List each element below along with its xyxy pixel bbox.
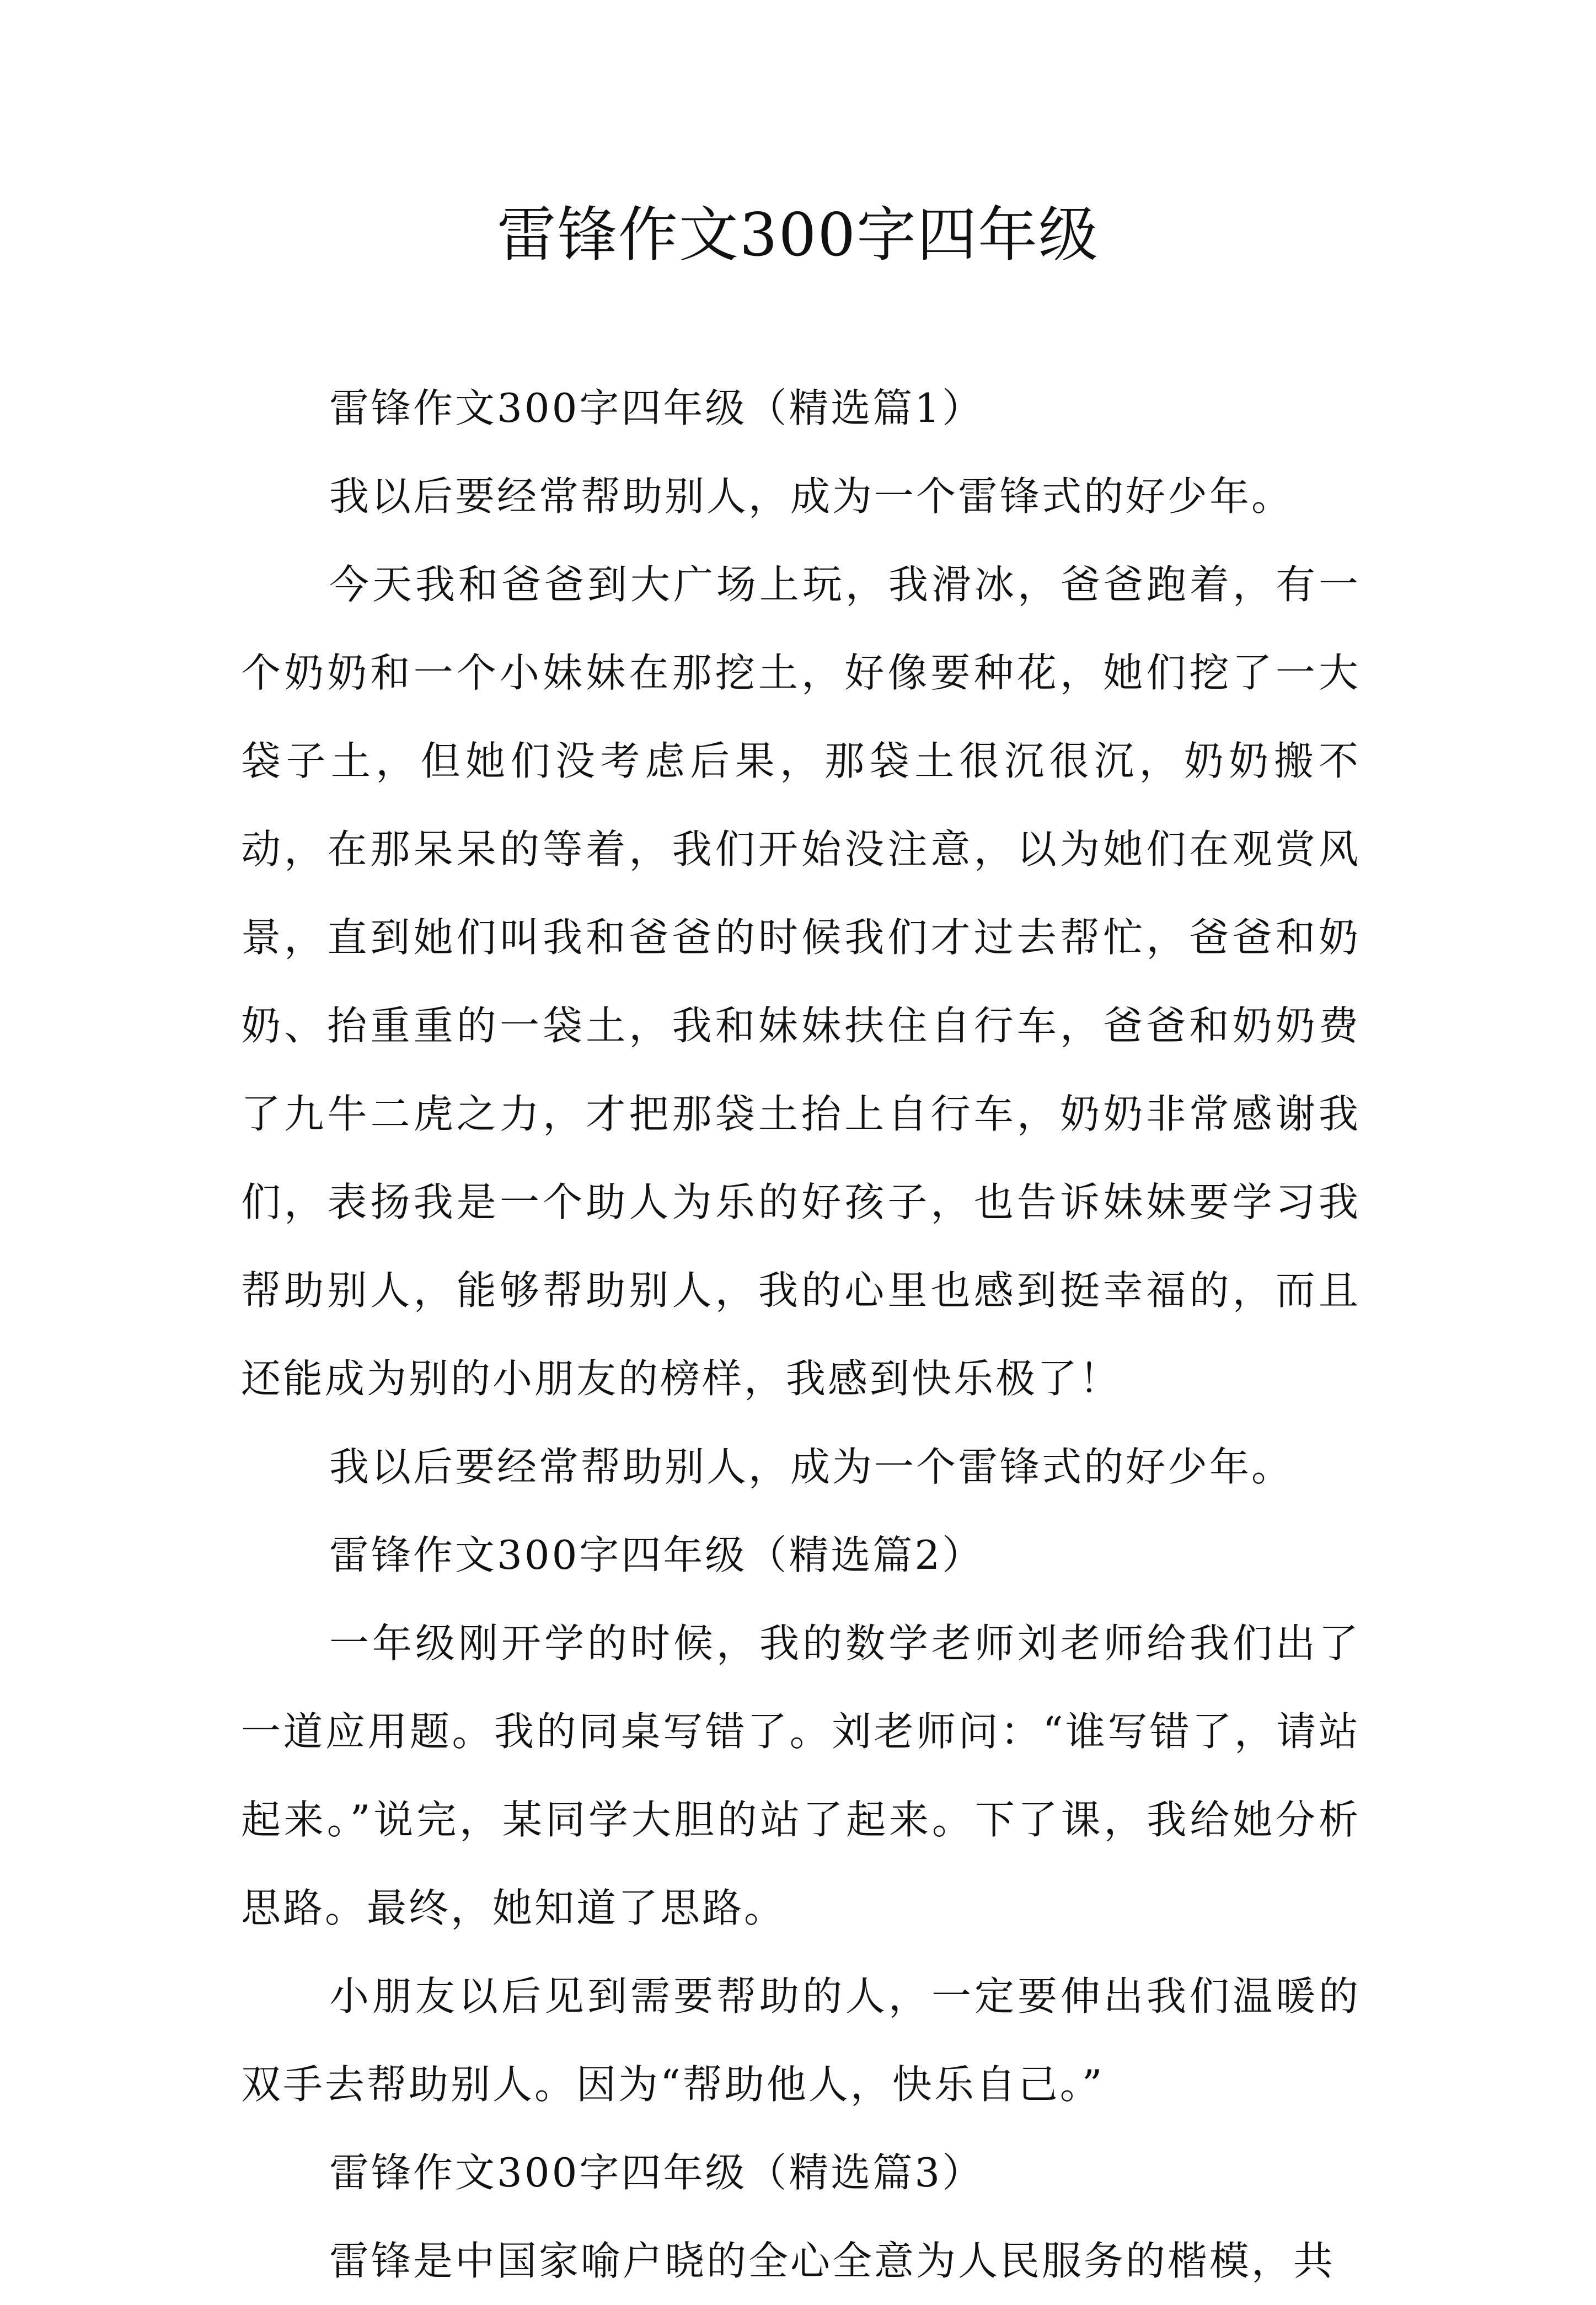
document-title: 雷锋作文300字四年级 bbox=[496, 201, 1100, 270]
paragraph: 小朋友以后见到需要帮助的人，一定要伸出我们温暖的双手去帮助别人。因为“帮助他人，快乐自己。” bbox=[241, 1973, 1361, 2108]
paragraph: 雷锋是中国家喻户晓的全心全意为人民服务的楷模，共 bbox=[329, 2238, 1336, 2284]
section-heading-1: 雷锋作文300字四年级（精选篇1） bbox=[329, 385, 984, 431]
paragraph: 今天我和爸爸到大广场上玩，我滑冰，爸爸跑着，有一个奶奶和一个小妹妹在那挖土，好像要种花，她们挖了一大袋子土，但她们没考虑后果，那袋土很沉很沉，奶奶搬不动，在那呆呆的等着，我们开始没注意，以为她们在观赏风景，直到她们叫我和爸爸的时候我们才过去帮忙，爸爸和奶奶、抬重重的一袋土，我和妹妹扶住自行车，爸爸和奶奶费了九牛二虎之力，才把那袋土抬上自行车，奶奶非常感谢我们，表扬我是一个助人为乐的好孩子，也告诉妹妹要学习我帮助别人，能够帮助别人，我的心里也感到挺幸福的，而且还能成为别的小朋友的榜样，我感到快乐极了！ bbox=[241, 561, 1361, 1402]
paragraph: 我以后要经常帮助别人，成为一个雷锋式的好少年。 bbox=[329, 473, 1294, 519]
section-heading-3: 雷锋作文300字四年级（精选篇3） bbox=[329, 2149, 984, 2196]
paragraph: 一年级刚开学的时候，我的数学老师刘老师给我们出了一道应用题。我的同桌写错了。刘老师问：“谁写错了，请站起来。”说完，某同学大胆的站了起来。下了课，我给她分析思路。最终，她知道了思路。 bbox=[241, 1620, 1361, 1931]
paragraph: 我以后要经常帮助别人，成为一个雷锋式的好少年。 bbox=[329, 1444, 1294, 1490]
document-body bbox=[241, 364, 1361, 2305]
section-heading-2: 雷锋作文300字四年级（精选篇2） bbox=[329, 1532, 984, 1578]
